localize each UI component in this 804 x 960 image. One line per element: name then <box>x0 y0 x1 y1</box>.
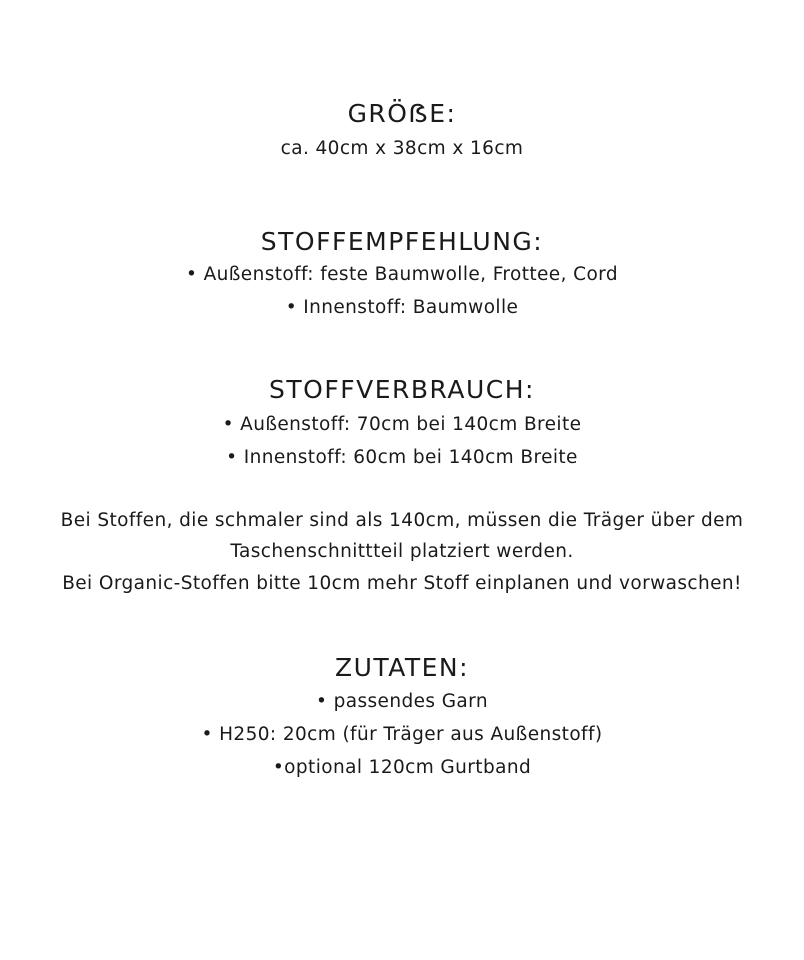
list-item: • Außenstoff: feste Baumwolle, Frottee, Cord <box>185 264 619 285</box>
list-item: •optional 120cm Gurtband <box>272 757 532 778</box>
groesse-text: ca. 40cm x 38cm x 16cm <box>280 138 524 159</box>
list-item: • Außenstoff: 70cm bei 140cm Breite <box>222 414 582 435</box>
zutaten-heading: ZUTATEN: <box>334 653 470 682</box>
stoffverbrauch-heading: STOFFVERBRAUCH: <box>269 375 535 404</box>
hinweis-line: Bei Organic-Stoffen bitte 10cm mehr Stoff einplanen und vorwaschen! <box>62 573 742 594</box>
list-item: • Innenstoff: Baumwolle <box>285 297 519 318</box>
groesse-heading: GRÖẞE: <box>347 99 457 128</box>
hinweis-line: Bei Stoffen, die schmaler sind als 140cm, müssen die Träger über dem <box>60 510 744 531</box>
list-item: • H250: 20cm (für Träger aus Außenstoff) <box>201 724 603 745</box>
hinweis-line: Taschenschnittteil platziert werden. <box>230 541 574 562</box>
stoffempfehlung-heading: STOFFEMPFEHLUNG: <box>260 227 544 256</box>
list-item: • passendes Garn <box>316 691 488 712</box>
list-item: • Innenstoff: 60cm bei 140cm Breite <box>226 447 578 468</box>
